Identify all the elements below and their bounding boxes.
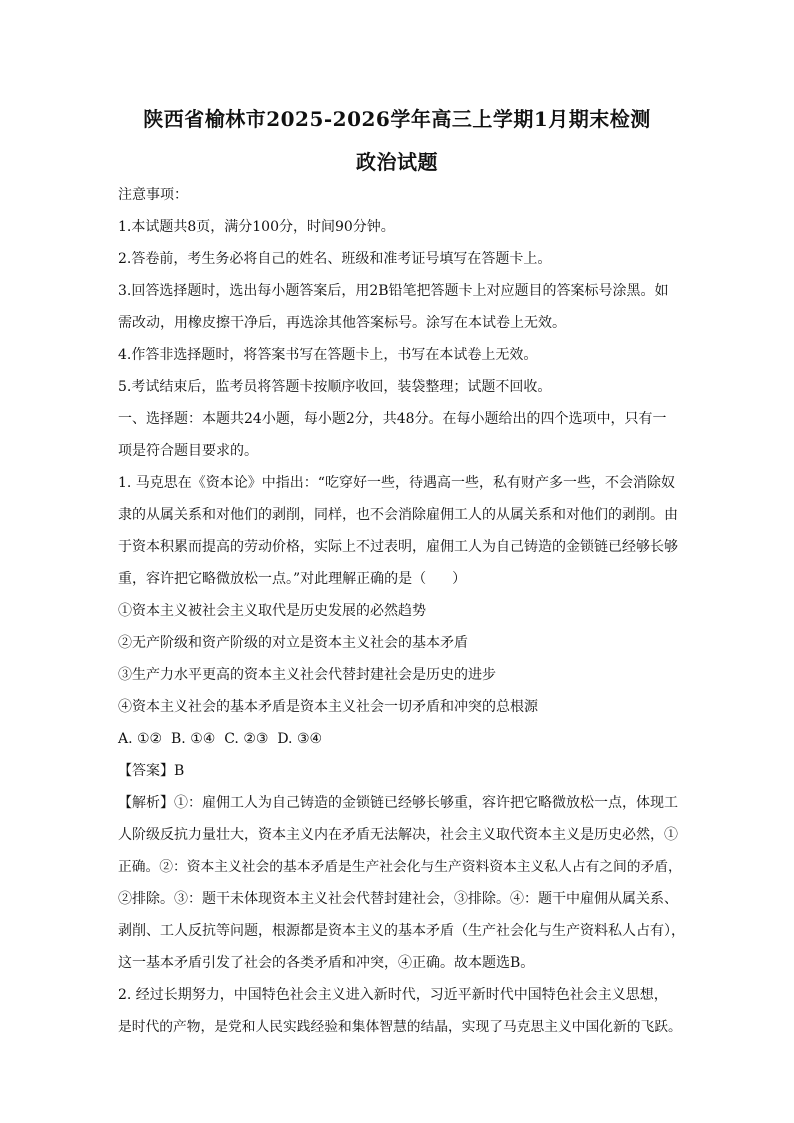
analysis-line: 人阶级反抗力量壮大，资本主义内在矛盾无法解决，社会主义取代资本主义是历史必然，① — [118, 827, 678, 843]
question-choices: A. ①② B. ①④ C. ②③ D. ③④ — [118, 731, 323, 747]
analysis-line: 这一基本矛盾引发了社会的各类矛盾和冲突，④正确。故本题选B。 — [118, 955, 535, 971]
question-option: ③生产力水平更高的资本主义社会代替封建社会是历史的进步 — [118, 667, 496, 683]
section-heading: 项是符合题目要求的。 — [118, 443, 258, 459]
notice-heading: 注意事项： — [118, 187, 188, 203]
notice-item: 4.作答非选择题时，将答案书写在答题卡上，书写在本试卷上无效。 — [118, 347, 538, 363]
analysis-line: 【解析】①：雇佣工人为自己铸造的金锁链已经够长够重，容许把它略微放松一点，体现工 — [118, 795, 678, 811]
question-option: ②无产阶级和资产阶级的对立是资本主义社会的基本矛盾 — [118, 635, 468, 651]
analysis-line: 剥削、工人反抗等问题，根源都是资本主义的基本矛盾（生产社会化与生产资料私人占有）， — [118, 923, 685, 939]
section-heading: 一、选择题：本题共24小题，每小题2分，共48分。在每小题给出的四个选项中，只有一 — [118, 411, 667, 427]
question-stem: 于资本积累而提高的劳动价格，实际上不过表明，雇佣工人为自己铸造的金锁链已经够长够 — [118, 539, 678, 555]
question-stem — [118, 570, 688, 588]
notice-item: 5.考试结束后，监考员将答题卡按顺序收回，装袋整理；试题不回收。 — [118, 379, 552, 395]
document-title: 陕西省榆林市2025-2026学年高三上学期1月期末检测 — [143, 107, 651, 131]
answer-line: 【答案】B — [118, 763, 185, 779]
notice-item: 需改动，用橡皮擦干净后，再选涂其他答案标号。涂写在本试卷上无效。 — [118, 315, 566, 331]
analysis-line: 正确。②：资本主义社会的基本矛盾是生产社会化与生产资料资本主义私人占有之间的矛盾， — [118, 859, 682, 875]
question-stem: 2. 经过长期努力，中国特色社会主义进入新时代，习近平新时代中国特色社会主义思想， — [118, 987, 668, 1003]
question-stem: 隶的从属关系和对他们的剥削，同样，也不会消除雇佣工人的从属关系和对他们的剥削。由 — [118, 507, 678, 523]
question-stem: 是时代的产物，是党和人民实践经验和集体智慧的结晶，实现了马克思主义中国化新的飞跃。 — [118, 1019, 682, 1035]
question-stem-text: 重，容许把它略微放松一点。”对此理解正确的是（ — [118, 571, 427, 587]
question-stem: 1. 马克思在《资本论》中指出：“吃穿好一些，待遇高一些，私有财产多一些，不会消除奴 — [118, 475, 675, 491]
question-option: ①资本主义被社会主义取代是历史发展的必然趋势 — [118, 603, 426, 619]
question-option: ④资本主义社会的基本矛盾是资本主义社会一切矛盾和冲突的总根源 — [118, 699, 538, 715]
notice-item: 3.回答选择题时，选出每小题答案后，用2B铅笔把答题卡上对应题目的答案标号涂黑。如 — [118, 283, 669, 299]
notice-item: 2.答卷前，考生务必将自己的姓名、班级和准考证号填写在答题卡上。 — [118, 251, 552, 267]
question-stem-text: ） — [452, 571, 467, 587]
analysis-line: ②排除。③：题干未体现资本主义社会代替封建社会，③排除。④：题干中雇佣从属关系、 — [118, 891, 678, 907]
notice-item: 1.本试题共8页，满分100分，时间90分钟。 — [118, 219, 395, 235]
document-subtitle: 政治试题 — [356, 150, 438, 174]
